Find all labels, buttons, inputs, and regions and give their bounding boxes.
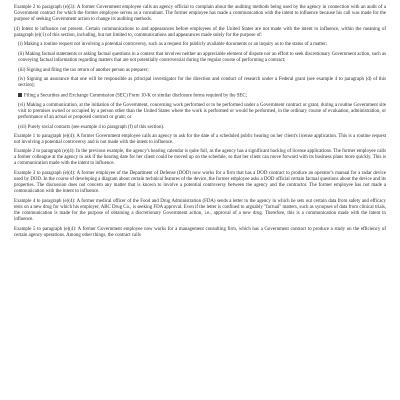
paragraph-text: Example 4 to paragraph (e)(4): A former medical officer of the Food and Drug Administration (FDA) sends a letter to the agency in which he sets out certain data from safety and efficacy tests on a new drug for which his employer, ABC Drug Co., is seeking FDA approval. Even if the letter is confined to arguably "factual" matters, such as synopses of data from clinical trials, the communication is made for the purpose of obtaining a discretionary Government action, i.e., approval of a new drug. Therefore, this is a communication made with the intent to influence. bbox=[14, 198, 386, 222]
paragraph bbox=[14, 42, 386, 48]
paragraph-text: (i) Making a routine request not involving a potential controversy, such as a request for publicly available documents or an inquiry as to the status of a matter; bbox=[18, 42, 328, 48]
redaction-mark bbox=[18, 93, 22, 97]
paragraph-text: Filing a Securities and Exchange Commission (SEC) Form 10-K or similar disclosure forms required by the SEC; bbox=[24, 93, 248, 99]
paragraph-text: (vii) Purely social contacts (see example 4 to paragraph (f) of this section). bbox=[18, 124, 165, 130]
paragraph bbox=[14, 199, 386, 223]
paragraph bbox=[14, 134, 386, 146]
paragraph bbox=[14, 52, 386, 64]
paragraph-text: (vi) Making a communication, at the initiation of the Government, concerning work performed or to be performed under a Government contract or grant, during a routine Government site visit to premises owned or occupied by a person other than the United States where the work is performed or would be performed, in the ordinary course of evaluation, administration, or performance of an actual or proposed contract or grant; or bbox=[18, 103, 386, 121]
paragraph bbox=[14, 125, 386, 131]
paragraph bbox=[14, 227, 386, 239]
paragraph bbox=[14, 68, 386, 74]
document-page bbox=[14, 5, 386, 242]
paragraph-text: (iv) Signing an assurance that one will be responsible as principal investigator for the direction and conduct of research under a Federal grant (see example 4 to paragraph (d) of this section); bbox=[18, 77, 386, 89]
paragraph bbox=[14, 103, 386, 121]
paragraph bbox=[14, 149, 386, 167]
paragraph bbox=[14, 27, 386, 39]
paragraph-text: Example 1 to paragraph (e)(4): A former Government employee calls an agency to ask for the date of a scheduled public hearing on her client's license application. This is a routine request not involving a potential controversy and is not made with the intent to influence. bbox=[14, 133, 386, 145]
paragraph-text: (ii) Making factual statements or asking factual questions in a context that involves neither an appreciable element of dispute nor an effort to seek discretionary Government action, such as conveying factual information regarding matters that are not potentially controversial during the regular course of performing a contract; bbox=[18, 52, 386, 64]
paragraph-text: Example 2 to paragraph (e)(4): In the previous example, the agency's hearing calendar is quite full, as the agency has a significant backlog of license applications. The former employee calls a former colleague at the agency to ask if the hearing date for her client could be moved up on the schedule, so that her client can move forward with its business plans more quickly. This is a communication made with the intent to influence. bbox=[14, 149, 386, 167]
paragraph-text: Example 5 to paragraph (e)(4): A former Government employee now works for a management consulting firm, which has a Government contract to produce a study on the efficiency of certain agency operations. Among other things, the contract calls bbox=[14, 226, 386, 238]
paragraph-text: (iii) Signing and filing the tax return of another person as preparer; bbox=[18, 67, 149, 73]
paragraph bbox=[14, 5, 386, 23]
paragraph bbox=[14, 93, 386, 100]
paragraph-text: Example 2 to paragraph (e)(3): A former Government employee calls an agency official to complain about the auditing methods being used by the agency in connection with an audit of a Government contract for which the former employee serves as a consultant. The former employee has made a communication with the intent to influence because his call was made for the purpose of seeking Government action to change its auditing methods. bbox=[14, 5, 386, 23]
paragraph bbox=[14, 171, 386, 195]
paragraph-text: Example 3 to paragraph (e)(4): A former employee of the Department of Defense (DOD) now works for a firm that has a DOD contract to produce an operator's manual for a radar device used by DOD. In the course of developing a diagram about certain technical features of the device, the former employee asks a DOD official certain factual questions about the device and its properties. The discussion does not concern any matter that is known to involve a potential controversy between the agency and the contractor. The former employee has not made a communication with the intent to influence. bbox=[14, 171, 386, 195]
paragraph bbox=[14, 77, 386, 89]
paragraph-text: (4) Intent to influence not present. Certain communications to and appearances before employees of the United States are not made with the intent to influence, within the meaning of paragraph (e)(1) of this section, including, but not limited to, communications and appearances made solely for the purpose of: bbox=[14, 26, 386, 38]
